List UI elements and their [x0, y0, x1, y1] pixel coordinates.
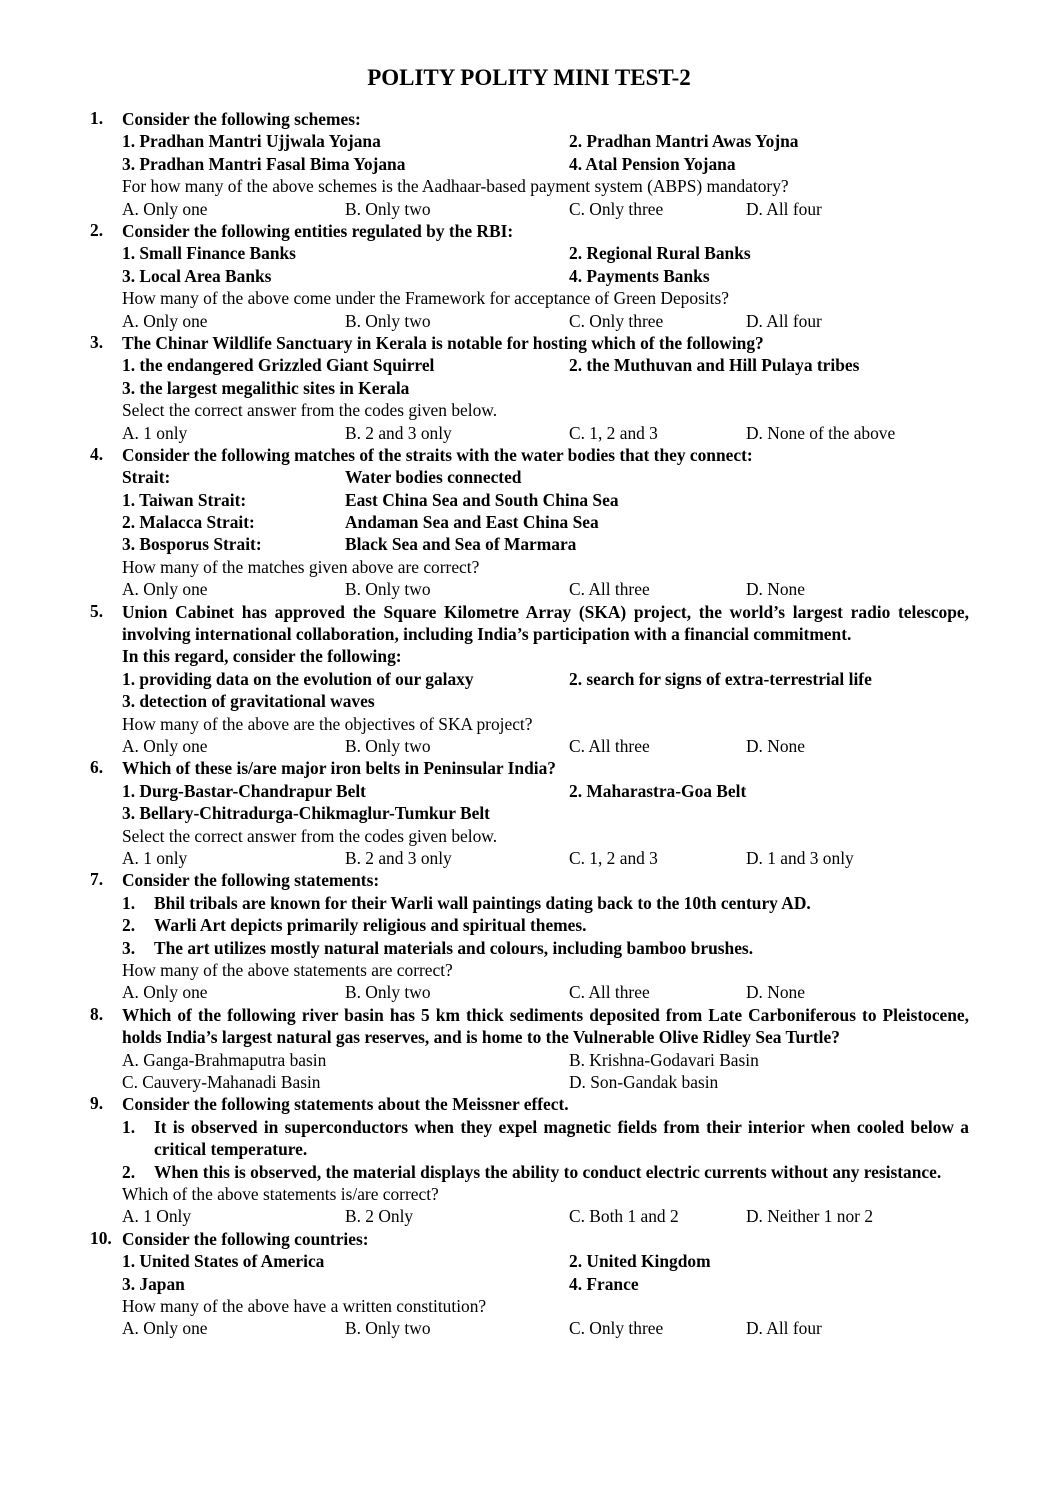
answer-option: A. 1 Only — [122, 1206, 192, 1227]
option-item-row — [0, 780, 1058, 802]
option-item: 1. Small Finance Banks — [122, 243, 296, 264]
statement-number: 2. — [122, 1161, 136, 1182]
answer-option: D. All four — [746, 198, 822, 219]
match-row — [0, 511, 1058, 533]
question-number: 8. — [90, 1003, 104, 1024]
question-prompt: How many of the above have a written constitution? — [122, 1296, 487, 1316]
answer-option: A. Only one — [122, 198, 208, 219]
statement — [122, 937, 969, 959]
option-item: 4. Payments Banks — [569, 265, 710, 286]
answer-options-row — [0, 422, 1058, 444]
option-item-row — [0, 1250, 1058, 1272]
question-stem-row — [0, 1093, 1058, 1115]
statement-text: The art utilizes mostly natural materials and colours, including bamboo brushes. — [154, 937, 754, 958]
answer-option: D. None — [746, 982, 805, 1003]
statement-text: When this is observed, the material displays the ability to conduct electric currents without any resistance. — [154, 1161, 942, 1182]
question-9 — [0, 1093, 1058, 1227]
answer-option: D. Neither 1 nor 2 — [746, 1206, 874, 1227]
answer-option: B. Krishna-Godavari Basin — [569, 1049, 759, 1070]
option-item-row — [0, 690, 1058, 712]
match-water-bodies: East China Sea and South China Sea — [345, 489, 619, 510]
question-number: 9. — [90, 1093, 104, 1114]
answer-options-row — [0, 1205, 1058, 1227]
statement-text: It is observed in superconductors when they expel magnetic fields from their interior when cooled below a critical temperature. — [154, 1116, 969, 1160]
answer-option: B. Only two — [345, 310, 431, 331]
answer-option: C. Both 1 and 2 — [569, 1206, 679, 1227]
answer-option: B. Only two — [345, 1318, 431, 1339]
question-number: 7. — [90, 869, 104, 890]
option-item: 3. Japan — [122, 1273, 185, 1294]
answer-option: A. Only one — [122, 310, 208, 331]
question-3 — [0, 332, 1058, 444]
match-strait: Strait: — [122, 467, 171, 488]
question-stem: The Chinar Wildlife Sanctuary in Kerala is notable for hosting which of the following? — [122, 332, 764, 353]
option-item: 2. Pradhan Mantri Awas Yojna — [569, 131, 799, 152]
question-stem: Consider the following schemes: — [122, 109, 361, 129]
answer-option: C. All three — [569, 736, 650, 757]
statement — [122, 914, 969, 936]
match-water-bodies: Water bodies connected — [345, 467, 522, 488]
answer-option: D. All four — [746, 1318, 822, 1339]
question-stem-row — [0, 332, 1058, 354]
option-item-row — [0, 377, 1058, 399]
question-stem: Consider the following countries: — [122, 1228, 369, 1249]
answer-option: D. None — [746, 736, 805, 757]
question-1 — [0, 108, 1058, 220]
answer-option: A. Only one — [122, 1318, 208, 1339]
statement-number: 1. — [122, 892, 136, 913]
question-list — [0, 108, 1058, 1340]
match-row — [0, 466, 1058, 488]
question-8 — [0, 1004, 1058, 1094]
answer-option: C. Cauvery-Mahanadi Basin — [122, 1072, 321, 1093]
statement — [122, 1161, 969, 1183]
option-item-row — [0, 1273, 1058, 1295]
answer-option: A. Ganga-Brahmaputra basin — [122, 1049, 327, 1070]
question-number: 5. — [90, 600, 104, 621]
answer-options-row — [0, 198, 1058, 220]
question-prompt: How many of the above statements are correct? — [122, 960, 453, 981]
option-item-row — [0, 265, 1058, 287]
question-7 — [0, 869, 1058, 1003]
answer-option: A. 1 only — [122, 848, 188, 869]
answer-option: A. 1 only — [122, 422, 188, 443]
question-stem-row — [0, 757, 1058, 779]
answer-option: C. All three — [569, 579, 650, 600]
statement-text: Warli Art depicts primarily religious and spiritual themes. — [154, 915, 587, 936]
answer-option: C. Only three — [569, 198, 664, 219]
option-item: 4. Atal Pension Yojana — [569, 153, 736, 174]
match-strait: 1. Taiwan Strait: — [122, 489, 247, 510]
question-prompt: For how many of the above schemes is the Aadhaar-based payment system (ABPS) mandatory? — [122, 176, 789, 197]
question-number: 10. — [90, 1227, 112, 1248]
answer-option: B. Only two — [345, 736, 431, 757]
statement-number: 1. — [122, 1116, 136, 1137]
option-item-row — [0, 242, 1058, 264]
question-10 — [0, 1228, 1058, 1340]
question-number: 6. — [90, 757, 104, 778]
question-stem: Which of the following river basin has 5 km thick sediments deposited from Late Carboniferous to Pleistocene, holds India’s largest natural gas reserves, and is home to the Vulnerable Olive Ridley Sea Turtle? — [122, 1004, 969, 1048]
question-stem-row — [0, 1228, 1058, 1250]
statement-text: Bhil tribals are known for their Warli wall paintings dating back to the 10th century AD. — [154, 892, 811, 913]
answer-option: B. 2 and 3 only — [345, 422, 452, 443]
question-stem: Which of these is/are major iron belts in Peninsular India? — [122, 758, 557, 779]
match-water-bodies: Black Sea and Sea of Marmara — [345, 534, 577, 555]
option-item: 2. Maharastra-Goa Belt — [569, 780, 747, 801]
statement-number: 2. — [122, 915, 136, 936]
question-prompt: How many of the above come under the Framework for acceptance of Green Deposits? — [122, 288, 729, 309]
answer-option: C. 1, 2 and 3 — [569, 848, 658, 869]
question-6 — [0, 757, 1058, 869]
question-stem-row — [0, 1004, 1058, 1049]
answer-options-row — [0, 981, 1058, 1003]
option-item-row — [0, 668, 1058, 690]
question-stem: Union Cabinet has approved the Square Kilometre Array (SKA) project, the world’s largest radio telescope, involving international collaboration, including India’s participation with a financial commitment. — [122, 601, 969, 645]
option-item-row — [0, 354, 1058, 376]
match-strait: 2. Malacca Strait: — [122, 512, 255, 533]
answer-option: D. None of the above — [746, 422, 896, 443]
answer-options-row — [0, 735, 1058, 757]
option-item-row — [0, 802, 1058, 824]
question-number: 3. — [90, 331, 104, 352]
answer-option: C. Only three — [569, 310, 664, 331]
question-prompt: How many of the above are the objectives of SKA project? — [122, 713, 533, 734]
option-item: 1. Pradhan Mantri Ujjwala Yojana — [122, 131, 381, 152]
question-2 — [0, 220, 1058, 332]
match-strait: 3. Bosporus Strait: — [122, 534, 262, 555]
answer-option: C. 1, 2 and 3 — [569, 422, 658, 443]
question-number: 1. — [90, 108, 104, 128]
question-stem-row — [0, 601, 1058, 646]
answer-option: D. 1 and 3 only — [746, 848, 854, 869]
match-row — [0, 489, 1058, 511]
option-item: 3. Bellary-Chitradurga-Chikmaglur-Tumkur Belt — [122, 803, 490, 824]
question-prompt: How many of the matches given above are correct? — [122, 556, 480, 577]
question-stem-secondary: In this regard, consider the following: — [122, 646, 402, 667]
option-item: 1. United States of America — [122, 1251, 325, 1272]
answer-options-row — [0, 1071, 1058, 1093]
question-stem: Consider the following statements about the Meissner effect. — [122, 1094, 569, 1115]
option-item: 2. United Kingdom — [569, 1251, 711, 1272]
option-item: 3. Pradhan Mantri Fasal Bima Yojana — [122, 153, 406, 174]
question-stem-row — [0, 444, 1058, 466]
question-stem-row — [0, 108, 1058, 130]
question-number: 4. — [90, 443, 104, 464]
answer-option: B. Only two — [345, 198, 431, 219]
option-item: 4. France — [569, 1273, 639, 1294]
option-item: 1. the endangered Grizzled Giant Squirrel — [122, 355, 435, 376]
option-item: 2. Regional Rural Banks — [569, 243, 751, 264]
question-stem-row — [0, 869, 1058, 891]
answer-option: A. Only one — [122, 982, 208, 1003]
answer-option: D. All four — [746, 310, 822, 331]
answer-option: A. Only one — [122, 736, 208, 757]
option-item: 3. Local Area Banks — [122, 265, 272, 286]
question-prompt: Select the correct answer from the codes given below. — [122, 400, 498, 421]
page-title: POLITY POLITY MINI TEST-2 — [367, 65, 691, 90]
question-stem-row — [0, 220, 1058, 242]
match-row — [0, 533, 1058, 555]
answer-options-row — [0, 310, 1058, 332]
answer-option: D. None — [746, 579, 805, 600]
option-item: 2. the Muthuvan and Hill Pulaya tribes — [569, 355, 860, 376]
option-item: 1. Durg-Bastar-Chandrapur Belt — [122, 780, 366, 801]
answer-options-row — [0, 1317, 1058, 1339]
question-4 — [0, 444, 1058, 601]
option-item-row — [0, 130, 1058, 152]
answer-option: B. Only two — [345, 982, 431, 1003]
option-item: 3. the largest megalithic sites in Kerala — [122, 377, 410, 398]
answer-option: C. All three — [569, 982, 650, 1003]
question-stem: Consider the following matches of the straits with the water bodies that they connect: — [122, 444, 753, 465]
option-item: 2. search for signs of extra-terrestrial life — [569, 668, 872, 689]
answer-options-row — [0, 847, 1058, 869]
answer-option: C. Only three — [569, 1318, 664, 1339]
answer-option: D. Son-Gandak basin — [569, 1072, 719, 1093]
answer-option: B. 2 and 3 only — [345, 848, 452, 869]
question-stem: Consider the following statements: — [122, 870, 380, 891]
match-water-bodies: Andaman Sea and East China Sea — [345, 512, 599, 533]
answer-option: A. Only one — [122, 579, 208, 600]
statement — [122, 1116, 969, 1161]
option-item-row — [0, 153, 1058, 175]
question-stem: Consider the following entities regulated by the RBI: — [122, 220, 514, 241]
question-number: 2. — [90, 219, 104, 240]
answer-option: B. Only two — [345, 579, 431, 600]
answer-options-row — [0, 1049, 1058, 1071]
statement — [122, 892, 969, 914]
answer-option: B. 2 Only — [345, 1206, 414, 1227]
question-prompt: Select the correct answer from the codes given below. — [122, 825, 498, 846]
question-5 — [0, 601, 1058, 758]
statement-number: 3. — [122, 937, 136, 958]
option-item: 3. detection of gravitational waves — [122, 691, 375, 712]
option-item: 1. providing data on the evolution of our galaxy — [122, 668, 474, 689]
answer-options-row — [0, 578, 1058, 600]
question-prompt: Which of the above statements is/are correct? — [122, 1184, 439, 1205]
